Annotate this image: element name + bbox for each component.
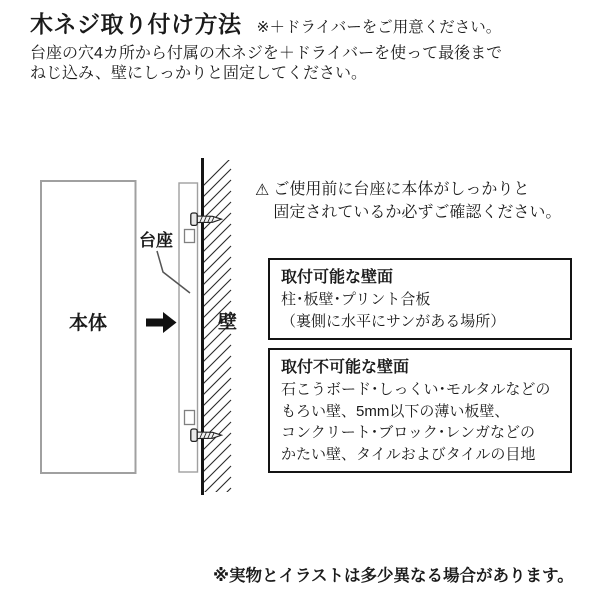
screw-hole-top bbox=[185, 230, 195, 243]
pedestal-label: 台座 bbox=[139, 231, 173, 250]
non-mountable-walls-line-4: かたい壁、タイルおよびタイルの目地 bbox=[281, 445, 536, 463]
non-mountable-walls-line-3: コンクリート･ブロック･レンガなどの bbox=[281, 424, 536, 441]
screwdriver-note: ※＋ドライバーをご用意ください。 bbox=[256, 19, 502, 36]
page-title: 木ネジ取り付け方法 bbox=[30, 11, 242, 37]
intro-line-1: 台座の穴4カ所から付属の木ネジを＋ドライバーを使って最後まで bbox=[30, 45, 503, 62]
caution-line-1: ご使用前に台座に本体がしっかりと bbox=[273, 181, 530, 198]
non-mountable-walls-line-1: 石こうボード･しっくい･モルタルなどの bbox=[281, 381, 551, 398]
caution-line-2: 固定されているか必ずご確認ください。 bbox=[273, 204, 562, 221]
mountable-walls-box bbox=[268, 258, 572, 340]
header bbox=[30, 6, 501, 39]
intro-line-2: ねじ込み、壁にしっかりと固定してください。 bbox=[30, 65, 367, 82]
body-label: 本体 bbox=[68, 313, 108, 334]
disclaimer-note: ※実物とイラストは多少異なる場合があります。 bbox=[213, 567, 574, 585]
screw-icon-top bbox=[191, 213, 222, 225]
mountable-walls-title: 取付可能な壁面 bbox=[281, 269, 394, 286]
non-mountable-walls-line-2: もろい壁、5mm以下の薄い板壁、 bbox=[281, 402, 510, 420]
screw-hole-bottom bbox=[185, 411, 195, 425]
caution-note bbox=[255, 178, 561, 224]
arrow-right-icon bbox=[146, 312, 177, 333]
intro-text bbox=[30, 44, 502, 84]
caution-text bbox=[273, 178, 561, 224]
wall-label: 壁 bbox=[218, 312, 238, 333]
mounting-diagram bbox=[20, 150, 240, 502]
mountable-walls-line-2: （裏側に水平にサンがある場所） bbox=[281, 312, 506, 330]
screw-icon-bottom bbox=[191, 429, 222, 441]
non-mountable-walls-box bbox=[268, 348, 572, 473]
mountable-walls-line-1: 柱･板壁･プリント合板 bbox=[281, 291, 431, 308]
non-mountable-walls-title: 取付不可能な壁面 bbox=[281, 359, 410, 376]
warning-triangle-icon: ⚠ bbox=[255, 180, 270, 199]
